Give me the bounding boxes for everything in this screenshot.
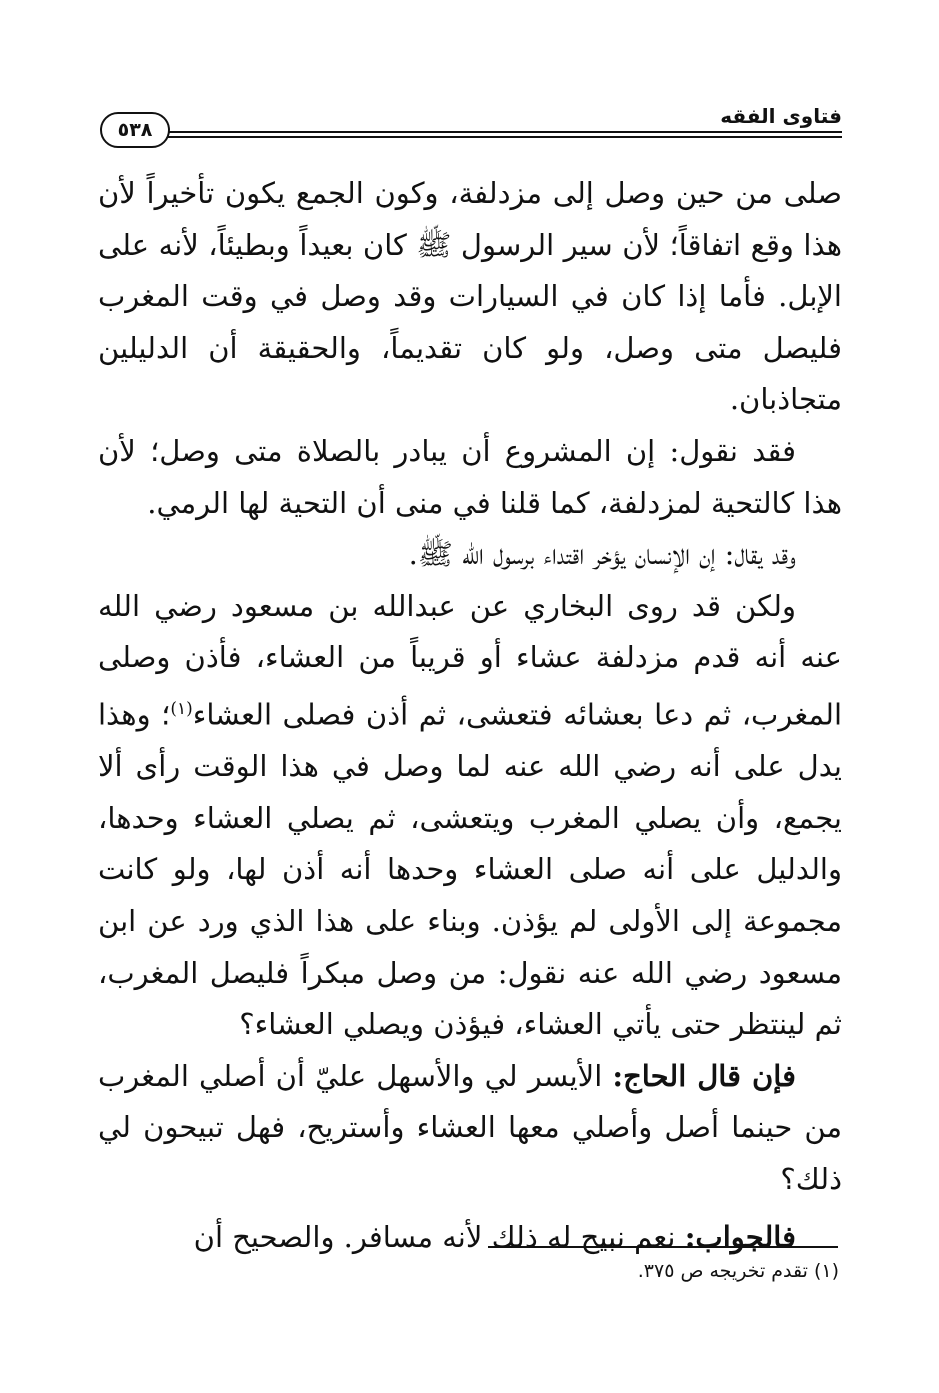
running-title: فتاوى الفقه [720, 104, 842, 128]
header-rule-bottom [150, 136, 842, 138]
question-text: الأيسر لي والأسهل عليّ أن أصلي المغرب من حينما أصل وأصلي معها العشاء وأستريح، فهل تبيحون لي ذلك؟ [98, 1058, 842, 1196]
paragraph-3: وقد يقال: إن الإنسان يؤخر اقتداء برسول الله ﷺ. [408, 537, 796, 572]
paragraph-4-part-2: ؛ وهذا يدل على أنه رضي الله عنه لما وصل في هذا الوقت رأى ألا يجمع، وأن يصلي المغرب ويتعشى، ثم يصلي العشاء وحدها، والدليل على أنه صلى العشاء وحدها أنه أذن لها، ولو كانت مجموعة إلى الأولى لم يؤذن. وبناء على هذا الذي ورد عن ابن مسعود رضي الله عنه نقول: من وصل مبكراً فليصل المغرب، ثم لينتظر حتى يأتي العشاء، فيؤذن ويصلي العشاء؟ [98, 697, 842, 1042]
paragraph-6 [98, 1212, 842, 1264]
paragraph-2: فقد نقول: إن المشروع أن يبادر بالصلاة متى وصل؛ لأن هذا كالتحية لمزدلفة، كما قلنا في منى أن التحية لها الرمي. [98, 433, 842, 520]
paragraph-1: صلى من حين وصل إلى مزدلفة، وكون الجمع يكون تأخيراً لأن هذا وقع اتفاقاً؛ لأن سير الرسول ﷺ كان بعيداً وبطيئاً، لأنه على الإبل. فأما إذا كان في السيارات وقد وصل في وقت المغرب فليصل متى وصل، ولو كان تقديماً، والحقيقة أن الدليلين متجاذبان. [98, 176, 842, 417]
page-header [100, 100, 842, 150]
paragraph-4-part-1: ولكن قد روى البخاري عن عبدالله بن مسعود رضي الله عنه أنه قدم مزدلفة عشاء أو قريباً من العشاء، فأذن وصلى المغرب، ثم دعا بعشائه فتعشى، ثم أذن فصلى العشاء [98, 588, 842, 732]
paragraph-5 [98, 1051, 842, 1206]
question-lead: فإن قال الحاج: [612, 1058, 796, 1093]
footnote-separator [488, 1246, 838, 1248]
paragraph-4 [98, 581, 842, 1051]
footnote-reference: (١) [170, 698, 193, 719]
footnote: (١) تقدم تخريجه ص ٣٧٥. [637, 1260, 839, 1282]
header-rule-top [150, 131, 842, 133]
body-text [98, 168, 842, 1263]
answer-lead: فالجواب: [684, 1219, 796, 1254]
page-number: ٥٣٨ [100, 112, 170, 148]
answer-text: نعم نبيح له ذلك لأنه مسافر. والصحيح أن [193, 1219, 685, 1254]
